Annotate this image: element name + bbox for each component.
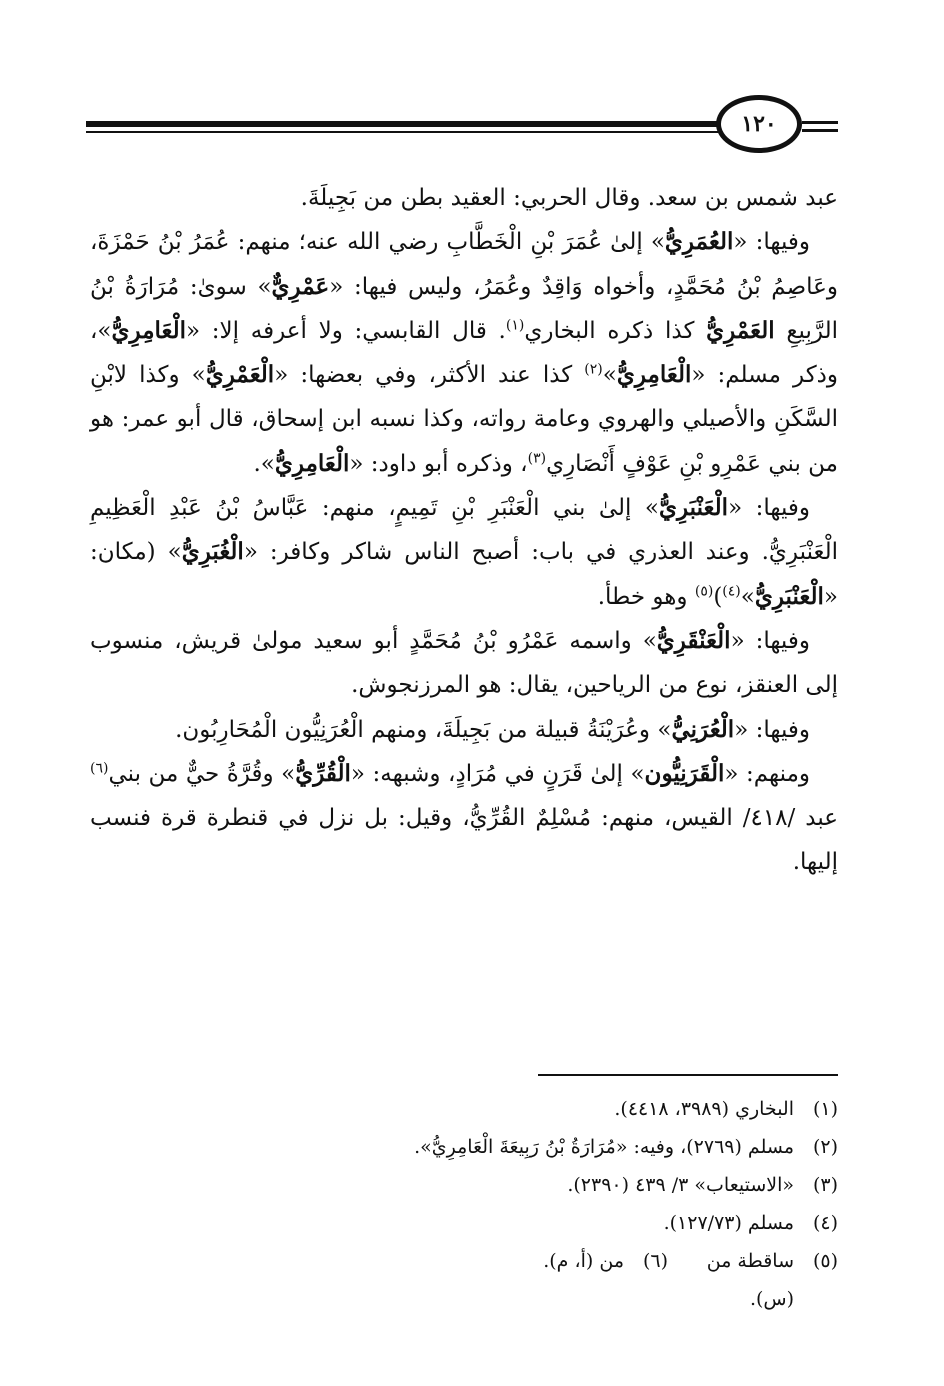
footnote-number: (٣) (812, 1174, 838, 1196)
text-run: ، وذكره أبو داود: « (349, 450, 528, 477)
footnote (90, 1090, 838, 1128)
footnote-marker: (٢) (584, 361, 603, 378)
footnote-text: مسلم (٢٧٦٩)، وفيه: «مُرَارَةُ بْنُ رَبِيعَةَ الْعَامِرِيُّ». (414, 1136, 794, 1158)
paragraph (90, 619, 838, 708)
footnote-marker: (٥) (694, 583, 714, 600)
text-run: وفيها: « (728, 495, 810, 522)
nisba-term: الْعَمْرِيُّ (205, 361, 275, 389)
text-run: وهو خطأ. (597, 583, 695, 610)
footnote (668, 1242, 838, 1318)
text-run: » إلىٰ عُمَرَ بْنِ الْخَطَّابِ رضي الله عنه؛ منهم: عُمَرُ بْنُ حَمْزَةَ، وعَاصِمُ بْنُ مُحَمَّدٍ، وأخواه وَاقِدٌ وعُمَرُ، وليس فيها: « (90, 229, 838, 300)
text-run: » وقُرَّةُ حيٌّ من بني (108, 760, 296, 787)
nisba-term: الْعَنْبَرِيُّ (658, 494, 729, 522)
text-run: وفيها: « (730, 627, 810, 654)
text-run: » سوىٰ: مُرَارَةُ بْنُ الرَّبِيعِ (90, 273, 838, 344)
nisba-term: الْقَرَنِيُّون (644, 759, 725, 787)
footnote-separator (538, 1074, 838, 1076)
nisba-term: الْعَامِرِيُّ (274, 449, 350, 477)
paragraph (90, 220, 838, 486)
nisba-term: العُمَرِيُّ (664, 228, 734, 256)
text-run: » (مكان: « (90, 539, 838, 610)
footnote-number: (١) (812, 1098, 838, 1120)
nisba-term: الْعَامِرِيُّ (111, 316, 187, 344)
paragraph (90, 708, 838, 752)
footnote (543, 1242, 668, 1318)
text-run: وفيها: « (733, 229, 810, 256)
footnote (90, 1166, 838, 1204)
text-run: عبد شمس بن سعد. وقال الحربي: العقيد بطن من بَجِيلَةَ. (300, 185, 838, 211)
text-run: » وكذا لابْنِ السَّكَنِ والأصيلي والهروي وعامة رواته، وكذا نسبه ابن إسحاق، قال أبو عمر: هو من بني عَمْرِو بْنِ عَوْفٍ أَنْصَارِي (90, 362, 838, 477)
header-rule-tail (802, 121, 838, 124)
nisba-term: الْغُبَرِيُّ (181, 538, 244, 566)
footnote-marker: (٦) (90, 760, 109, 777)
footnote-number: (٦) (642, 1250, 668, 1272)
text-run: » واسمه عَمْرُو بْنُ مُحَمَّدٍ أبو سعيد مولىٰ قريش، منسوب إلى العنقز، نوع من الرياحين، يقال: هو المرزنجوش. (90, 627, 838, 699)
text-run: كذا عند الأكثر، وفي بعضها: « (274, 362, 585, 389)
page-header (86, 95, 838, 157)
text-run: » إلىٰ قَرَنٍ في مُرَادٍ، وشبهه: « (350, 760, 645, 787)
footnote-marker: (١) (505, 317, 525, 334)
text-run: » (740, 583, 755, 610)
paragraph (90, 486, 838, 619)
text-run: عبد /٤١٨/ القيس، منهم: مُسْلِمٌ القُرِّيُّ، وقيل: بل نزل في قنطرة قرة فنسب إليها. (90, 805, 839, 876)
footnote (90, 1204, 838, 1242)
nisba-term: الْعَامِرِيُّ (616, 361, 692, 389)
nisba-term: الْعَنْقَرِيُّ (656, 626, 731, 654)
text-run: »، وذكر مسلم: « (90, 317, 839, 389)
footnote-row (90, 1242, 838, 1318)
footnote-number: (٤) (812, 1212, 838, 1234)
paragraph (90, 752, 838, 885)
nisba-term: الْعَنْبَرِيُّ (754, 582, 824, 610)
paragraph (90, 176, 838, 220)
text-run: » إلىٰ بني الْعَنْبَرِ بْنِ تَمِيمٍ، منهم: عَبَّاسُ بْنُ عَبْدِ الْعَظِيمِ الْعَنْبَرِيُّ. وعند العذري في باب: أصبح الناس شاكر وكافر: « (90, 495, 838, 566)
footnotes (90, 1090, 838, 1318)
footnote-number: (٥) (812, 1250, 838, 1272)
footnote-text: البخاري (٣٩٨٩، ٤٤١٨). (614, 1098, 794, 1120)
main-text (90, 176, 838, 885)
footnote-marker: (٤) (722, 583, 741, 600)
footnote (90, 1128, 838, 1166)
page-number: ١٢٠ (716, 95, 802, 153)
text-run: » (602, 362, 617, 389)
nisba-term: العَمْرِيُّ (706, 316, 775, 344)
footnote-text: ساقطة من (س). (706, 1250, 794, 1310)
header-rule-tail (802, 129, 838, 132)
footnote-text: مسلم (١٢٧/٧٣). (663, 1212, 794, 1234)
text-run: ) (713, 583, 723, 610)
header-rule-thick (86, 121, 736, 127)
text-run: وفيها: « (734, 716, 810, 743)
nisba-term: الْقُرِّيُّ (295, 759, 351, 787)
text-run: » وعُرَيْنَةُ قبيلة من بَجِيلَةَ، ومنهم الْعُرَنِيُّون الْمُحَارِبُون. (175, 716, 672, 743)
text-run: . قال القابسي: ولا أعرفه إلا: « (186, 317, 506, 344)
footnote-number: (٢) (812, 1136, 838, 1158)
footnote-marker: (٣) (527, 450, 547, 467)
nisba-term: الْعُرَنِيُّ (671, 715, 735, 743)
text-run: كذا ذكره البخاري (524, 317, 707, 344)
text-run: ومنهم: « (724, 760, 811, 787)
header-rule-thin (86, 131, 736, 133)
nisba-term: عَمْرِيٌّ (271, 272, 330, 300)
text-run: ». (253, 450, 275, 477)
footnote-text: «الاستيعاب» ٣/ ٤٣٩ (٢٣٩٠). (567, 1174, 794, 1196)
footnote-text: من (أ، م). (543, 1250, 624, 1272)
